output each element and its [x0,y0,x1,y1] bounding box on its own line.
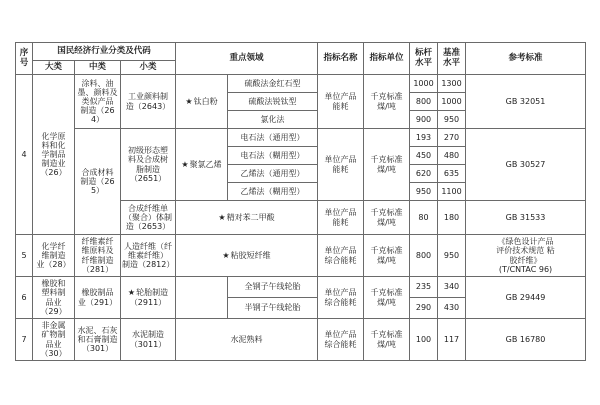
indicator-name-cell: 单位产品 综合能耗 [318,319,364,361]
indicator-unit-cell: 千克标准 煤/吨 [364,201,410,235]
focus-subtype-cell: 硫酸法金红石型 [228,75,318,93]
benchmark-cell: 800 [410,235,438,277]
star-icon: ★ [218,212,226,222]
seq-cell: 6 [16,277,33,319]
baseline-cell: 950 [438,111,466,129]
middle-category-cell: 合成材料 制造（265） [75,129,121,235]
star-icon: ★ [127,288,136,298]
indicator-name-cell: 单位产品 能耗 [318,75,364,129]
focus-subtype-cell: 半钢子午线轮胎 [228,298,318,319]
reference-standard-cell: 《绿色设计产品 评价技术规范 粘 胶纤维》 (T/CNTAC 96) [466,235,586,277]
indicator-name-cell: 单位产品 综合能耗 [318,277,364,319]
focus-field-cell [176,201,318,235]
focus-subtype-cell: 全钢子午线轮胎 [228,277,318,298]
minor-category-cell: 人造纤维（纤 维素纤维） 制造（2812） [121,235,176,277]
header-indicator-unit: 指标单位 [364,43,410,75]
star-icon: ★ [222,250,230,260]
seq-cell: 4 [16,75,33,235]
benchmark-cell: 900 [410,111,438,129]
reference-standard-cell: GB 16780 [466,319,586,361]
header-benchmark-level: 标杆 水平 [410,43,438,75]
focus-subtype-cell: 氯化法 [228,111,318,129]
focus-subtype-cell: 硫酸法锐钛型 [228,93,318,111]
table-row [16,75,586,93]
header-minor-category: 小类 [121,61,176,75]
header-focus-field: 重点领域 [176,43,318,75]
indicator-unit-cell: 千克标准 煤/吨 [364,319,410,361]
indicator-name-cell: 单位产品 综合能耗 [318,235,364,277]
baseline-cell: 1100 [438,183,466,201]
major-category-cell: 橡胶和 塑料制 品业 （29） [33,277,75,319]
baseline-cell: 480 [438,147,466,165]
reference-standard-cell: GB 30527 [466,129,586,201]
seq-cell: 7 [16,319,33,361]
minor-category-label: 轮胎制造 （2911） [129,288,169,307]
middle-category-cell: 水泥、石灰 和石膏制造 （301） [75,319,121,361]
baseline-cell: 180 [438,201,466,235]
focus-subtype-cell: 电石法（糊用型） [228,147,318,165]
header-industry-classification: 国民经济行业分类及代码 [33,43,176,61]
header-major-category: 大类 [33,61,75,75]
major-category-cell: 化学纤 维制造 业（28） [33,235,75,277]
benchmark-cell: 620 [410,165,438,183]
benchmark-cell: 193 [410,129,438,147]
reference-standard-cell: GB 32051 [466,75,586,129]
middle-category-cell: 纤维素纤 维原料及 纤维制造 （281） [75,235,121,277]
focus-field-cell [176,277,228,319]
indicator-name-cell: 单位产品 能耗 [318,201,364,235]
benchmark-cell: 80 [410,201,438,235]
focus-subtype-cell: 电石法（通用型） [228,129,318,147]
header-baseline-level: 基准 水平 [438,43,466,75]
baseline-cell: 340 [438,277,466,298]
focus-field-cell [176,75,228,129]
table-row [16,319,586,361]
header-reference-standard: 参考标准 [466,43,586,75]
header-seq: 序 号 [16,43,33,75]
focus-field-cell [176,235,318,277]
focus-field-label: 聚氯乙烯 [189,159,222,169]
indicator-unit-cell: 千克标准 煤/吨 [364,235,410,277]
benchmark-cell: 800 [410,93,438,111]
indicator-unit-cell: 千克标准 煤/吨 [364,129,410,201]
header-middle-category: 中类 [75,61,121,75]
benchmark-cell: 100 [410,319,438,361]
baseline-cell: 430 [438,298,466,319]
focus-subtype-cell: 乙烯法（糊用型） [228,183,318,201]
indicator-name-cell: 单位产品 能耗 [318,129,364,201]
table-row [16,129,586,147]
baseline-cell: 1000 [438,93,466,111]
reference-standard-cell: GB 31533 [466,201,586,235]
indicator-unit-cell: 千克标准 煤/吨 [364,277,410,319]
minor-category-cell [121,277,176,319]
baseline-cell: 950 [438,235,466,277]
focus-field-cell: 水泥熟料 [176,319,318,361]
focus-subtype-cell: 乙烯法（通用型） [228,165,318,183]
focus-field-label: 粘胶短纤维 [230,250,271,260]
focus-field-label: 精对苯二甲酸 [226,212,275,222]
table-row [16,235,586,277]
star-icon: ★ [181,159,189,169]
header-indicator-name: 指标名称 [318,43,364,75]
major-category-cell: 化学原 料和化 学制品 制造业 （26） [33,75,75,235]
minor-category-cell: 工业颜料制 造（2643） [121,75,176,129]
reference-standard-cell: GB 29449 [466,277,586,319]
minor-category-cell: 初级形态塑 料及合成树 脂制造 （2651） [121,129,176,201]
baseline-cell: 635 [438,165,466,183]
minor-category-cell: 合成纤维单 （聚合）体制 造（2653） [121,201,176,235]
benchmark-cell: 1000 [410,75,438,93]
middle-category-cell: 涂料、油 墨、颜料及 类似产品 制造（264） [75,75,121,129]
benchmark-cell: 950 [410,183,438,201]
indicator-unit-cell: 千克标准 煤/吨 [364,75,410,129]
major-category-cell: 非金属 矿物制 品业 （30） [33,319,75,361]
focus-field-label: 钛白粉 [193,96,218,106]
benchmark-cell: 450 [410,147,438,165]
star-icon: ★ [185,96,193,106]
industry-energy-benchmark-table [15,42,586,361]
benchmark-cell: 290 [410,298,438,319]
baseline-cell: 1300 [438,75,466,93]
seq-cell: 5 [16,235,33,277]
focus-field-cell [176,129,228,201]
middle-category-cell: 橡胶制品 业（291） [75,277,121,319]
benchmark-cell: 235 [410,277,438,298]
baseline-cell: 270 [438,129,466,147]
minor-category-cell: 水泥制造 （3011） [121,319,176,361]
table-row [16,277,586,298]
baseline-cell: 117 [438,319,466,361]
